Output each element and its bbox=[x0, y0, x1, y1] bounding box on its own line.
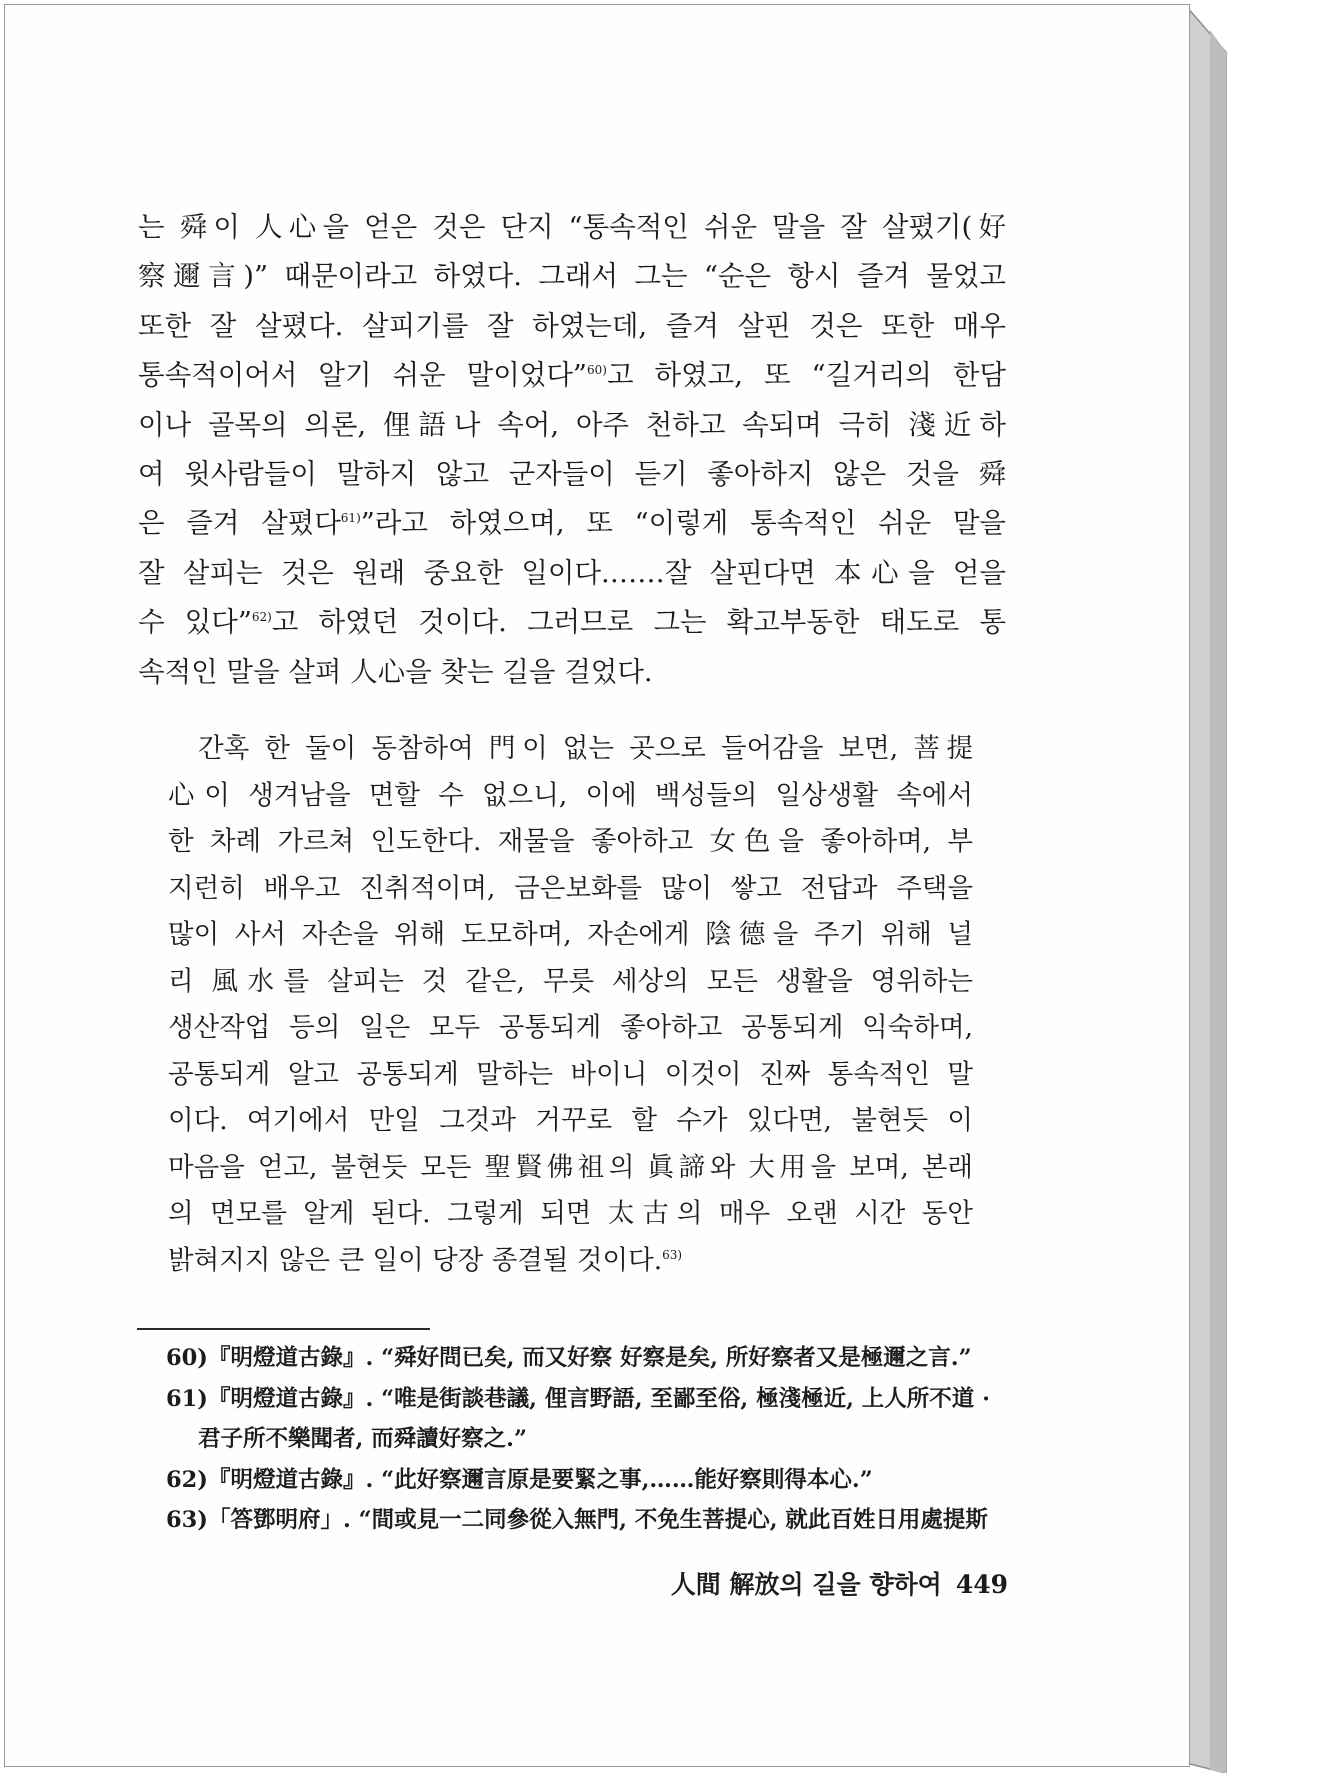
main-paragraph-text: 고 하였던 것이다. 그러므로 그는 확고부동한 태도로 통 bbox=[271, 606, 1006, 639]
main-paragraph-line bbox=[138, 450, 1006, 499]
quoted-passage-text: 한 차례 가르쳐 인도한다. 재물을 좋아하고 女色을 좋아하며, 부 bbox=[168, 826, 973, 857]
quoted-passage-text: 心이 생겨남을 면할 수 없으니, 이에 백성들의 일상생활 속에서 bbox=[168, 779, 973, 811]
quoted-passage-text: 리 風水를 살피는 것 같은, 무릇 세상의 모든 생활을 영위하는 bbox=[168, 965, 973, 997]
footnote-reference: 63) bbox=[662, 1247, 683, 1262]
quoted-passage-text: 마음을 얻고, 불현듯 모든 聖賢佛祖의 眞諦와 大用을 보며, 본래 bbox=[168, 1151, 973, 1183]
quoted-passage-line bbox=[168, 959, 973, 1006]
main-paragraph-line bbox=[138, 302, 1006, 351]
footnote-separator bbox=[137, 1328, 430, 1330]
footnote-line: 63)「答鄧明府」. “間或見一二同參從入無門, 不免生菩提心, 就此百姓日用處提斯 bbox=[166, 1507, 988, 1533]
page-number: 449 bbox=[955, 1570, 1008, 1599]
running-footer-title: 人間 解放의 길을 향하여 bbox=[670, 1570, 942, 1599]
quoted-passage-text: 많이 사서 자손을 위해 도모하며, 자손에게 陰德을 주기 위해 널 bbox=[168, 919, 973, 950]
main-paragraph-text: 여 윗사람들이 말하지 않고 군자들이 듣기 좋아하지 않은 것을 舜 bbox=[138, 457, 1006, 490]
main-paragraph-text: 察邇言)” 때문이라고 하였다. 그래서 그는 “순은 항시 즐겨 물었고 bbox=[138, 260, 1006, 293]
footnote-line: 君子所不樂聞者, 而舜讀好察之.” bbox=[198, 1426, 527, 1452]
quoted-passage bbox=[168, 726, 973, 1284]
quoted-passage-text: 의 면모를 알게 된다. 그렇게 되면 太古의 매우 오랜 시간 동안 bbox=[168, 1198, 973, 1229]
quoted-passage-line bbox=[168, 1098, 973, 1145]
quoted-passage-text: 이다. 여기에서 만일 그것과 거꾸로 할 수가 있다면, 불현듯 이 bbox=[168, 1105, 973, 1136]
quoted-passage-line bbox=[168, 726, 973, 773]
quoted-passage-text: 지런히 배우고 진취적이며, 금은보화를 많이 쌓고 전답과 주택을 bbox=[168, 872, 973, 904]
main-paragraph-text: 고 하였고, 또 “길거리의 한담 bbox=[606, 359, 1006, 392]
quoted-passage-text: 간혹 한 둘이 동참하여 門이 없는 곳으로 들어감을 보면, 菩提 bbox=[198, 733, 973, 764]
quoted-passage-text: 공통되게 알고 공통되게 말하는 바이니 이것이 진짜 통속적인 말 bbox=[168, 1058, 973, 1090]
main-paragraph-line bbox=[138, 351, 1006, 400]
main-paragraph-text: 속적인 말을 살펴 人心을 찾는 길을 걸었다. bbox=[138, 655, 653, 688]
main-paragraph-text: 는 舜이 人心을 얻은 것은 단지 “통속적인 쉬운 말을 잘 살폈기(好 bbox=[138, 211, 1006, 243]
quoted-passage-line bbox=[168, 1005, 973, 1052]
quoted-passage-line bbox=[168, 1238, 973, 1285]
main-paragraph-text: 또한 잘 살폈다. 살피기를 잘 하였는데, 즐겨 살핀 것은 또한 매우 bbox=[138, 309, 1006, 342]
main-paragraph-line bbox=[138, 203, 1006, 252]
footnote-reference: 62) bbox=[251, 609, 272, 624]
main-paragraph-line bbox=[138, 648, 1006, 697]
footnote-reference: 60) bbox=[587, 363, 607, 378]
main-paragraph-line bbox=[138, 401, 1006, 450]
main-paragraph-text: ”라고 하였으며, 또 “이렇게 통속적인 쉬운 말을 bbox=[360, 507, 1006, 540]
main-paragraph-text: 통속적이어서 알기 쉬운 말이었다” bbox=[138, 359, 587, 392]
quoted-passage-line bbox=[168, 773, 973, 820]
quoted-passage-line bbox=[168, 912, 973, 959]
quoted-passage-line bbox=[168, 1191, 973, 1238]
footnote-line: 60)『明燈道古錄』. “舜好問已矣, 而又好察 好察是矣, 所好察者又是極邇之言.” bbox=[166, 1345, 972, 1371]
main-paragraph-line bbox=[138, 499, 1006, 548]
footnote-reference: 61) bbox=[340, 511, 361, 526]
main-paragraph-text: 수 있다” bbox=[138, 606, 252, 639]
quoted-passage-line bbox=[168, 866, 973, 913]
quoted-passage-text: 생산작업 등의 일은 모두 공통되게 좋아하고 공통되게 익숙하며, bbox=[168, 1012, 973, 1043]
main-paragraph-line bbox=[138, 549, 1006, 598]
main-paragraph-text: 이나 골목의 의론, 俚語나 속어, 아주 천하고 속되며 극히 淺近하 bbox=[138, 408, 1006, 441]
main-paragraph-line bbox=[138, 252, 1006, 301]
main-paragraph-text: 은 즐겨 살폈다 bbox=[138, 507, 341, 540]
quoted-passage-line bbox=[168, 1052, 973, 1099]
footnotes bbox=[166, 1338, 1008, 1541]
footnote-line: 62)『明燈道古錄』. “此好察邇言原是要緊之事,……能好察則得本心.” bbox=[166, 1466, 873, 1493]
main-paragraph bbox=[138, 203, 1006, 697]
running-footer bbox=[600, 1565, 1008, 1605]
quoted-passage-line bbox=[168, 1145, 973, 1192]
main-paragraph-text: 잘 살피는 것은 원래 중요한 일이다.……잘 살핀다면 本心을 얻을 bbox=[138, 556, 1006, 589]
footnote-line: 61)『明燈道古錄』. “唯是街談巷議, 俚言野語, 至鄙至俗, 極淺極近, 上人所不道 · bbox=[166, 1385, 990, 1412]
quoted-passage-text: 밝혀지지 않은 큰 일이 당장 종결될 것이다. bbox=[168, 1244, 663, 1276]
main-paragraph-line bbox=[138, 598, 1006, 647]
quoted-passage-line bbox=[168, 819, 973, 866]
